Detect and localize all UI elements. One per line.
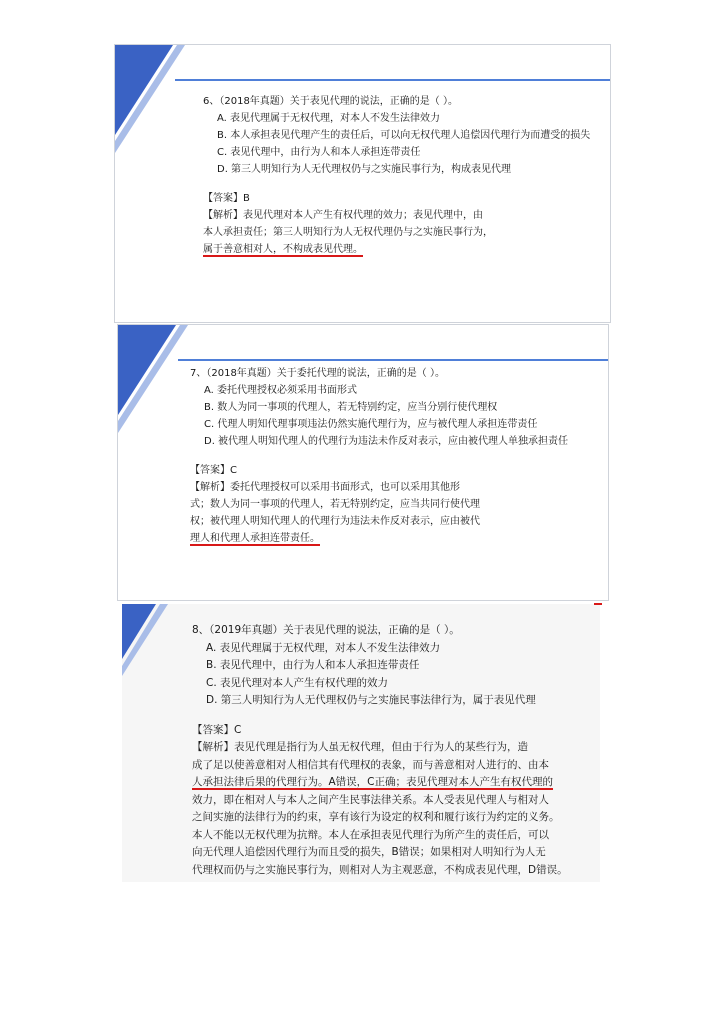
question-stem: 6、（2018年真题）关于表见代理的说法，正确的是（ ）。: [203, 96, 458, 107]
analysis-line: 【解析】表见代理对本人产生有权代理的效力；表见代理中，由: [203, 210, 483, 221]
analysis-line: 本人不能以无权代理为抗辩。本人在承担表见代理行为所产生的责任后，可以: [192, 828, 549, 841]
analysis-line: 之间实施的法律行为的约束，享有该行为设定的权利和履行该行为约定的义务。: [192, 811, 560, 823]
question-slide-8: [122, 604, 600, 882]
option-a: A. 表见代理属于无权代理，对本人不发生法律效力: [217, 113, 441, 124]
analysis-line: 本人承担责任；第三人明知行为人无权代理仍与之实施民事行为，: [203, 227, 493, 238]
analysis-line: 人承担法律后果的代理行为。A错误，C正确；表见代理对本人产生有权代理的: [192, 776, 554, 788]
option-c: C. 表见代理中，由行为人和本人承担连带责任: [217, 147, 421, 158]
analysis-line: 理人和代理人承担连带责任。: [190, 533, 320, 544]
option-d: D. 第三人明知行为人无代理权仍与之实施民事行为，构成表见代理: [217, 164, 512, 175]
option-b: B. 表见代理中，由行为人和本人承担连带责任: [206, 659, 420, 671]
option-b: B. 本人承担表见代理产生的责任后，可以向无权代理人追偿因代理行为而遭受的损失: [217, 130, 591, 141]
analysis-line: 效力，即在相对人与本人之间产生民事法律关系。本人受表见代理人与相对人: [192, 793, 549, 806]
red-edge-mark: [594, 603, 602, 605]
option-b: B. 数人为同一事项的代理人，若无特别约定，应当分别行使代理权: [204, 402, 498, 413]
option-a: A. 委托代理授权必须采用书面形式: [204, 385, 358, 396]
analysis-line: 权；被代理人明知代理人的代理行为违法未作反对表示，应由被代: [190, 516, 480, 527]
slide-header-line: [175, 79, 611, 81]
question-body: [203, 93, 590, 258]
question-stem: 7、（2018年真题）关于委托代理的说法，正确的是（ ）。: [190, 368, 445, 379]
analysis-line: 【解析】表见代理是指行为人虽无权代理，但由于行为人的某些行为，造: [192, 741, 528, 753]
slide-corner-decoration: [122, 604, 202, 704]
analysis-line: 属于善意相对人，不构成表见代理。: [203, 244, 363, 255]
option-d: D. 第三人明知行为人无代理权仍与之实施民事法律行为，属于表见代理: [206, 694, 536, 706]
question-slide-6: [114, 44, 611, 323]
answer-label: 【答案】C: [192, 723, 242, 736]
question-body: [192, 622, 568, 879]
slide-header-line: [178, 359, 609, 361]
analysis-line: 向无代理人追偿因代理行为而且受的损失，B错误；如果相对人明知行为人无: [192, 846, 546, 858]
option-c: C. 代理人明知代理事项违法仍然实施代理行为，应与被代理人承担连带责任: [204, 419, 538, 430]
question-slide-7: [117, 324, 609, 601]
answer-label: 【答案】C: [190, 465, 237, 476]
analysis-line: 代理权而仍与之实施民事行为，则相对人为主观恶意，不构成表见代理，D错误。: [192, 863, 568, 876]
option-c: C. 表见代理对本人产生有权代理的效力: [206, 676, 389, 689]
analysis-line: 式；数人为同一事项的代理人，若无特别约定，应当共同行使代理: [190, 499, 480, 510]
option-a: A. 表见代理属于无权代理，对本人不发生法律效力: [206, 641, 441, 654]
question-body: [190, 365, 568, 547]
analysis-line: 【解析】委托代理授权可以采用书面形式，也可以采用其他形: [190, 482, 460, 493]
option-d: D. 被代理人明知代理人的代理行为违法未作反对表示，应由被代理人单独承担责任: [204, 436, 569, 447]
answer-label: 【答案】B: [203, 193, 250, 204]
analysis-line: 成了足以使善意相对人相信其有代理权的表象，而与善意相对人进行的、由本: [192, 758, 549, 771]
question-stem: 8、（2019年真题）关于表见代理的说法，正确的是（ ）。: [192, 624, 460, 636]
